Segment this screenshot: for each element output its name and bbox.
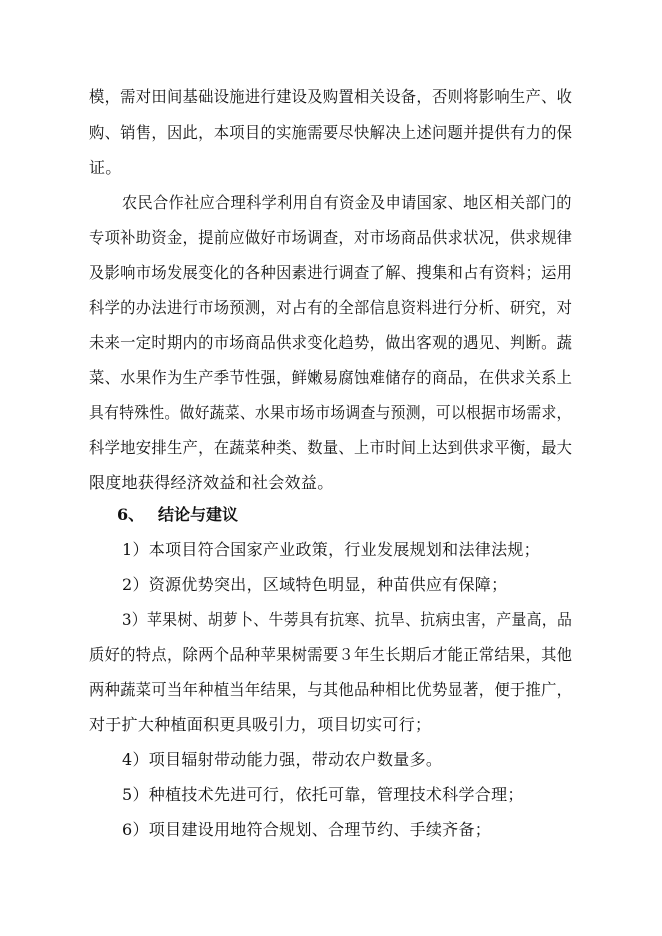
conclusion-item-5: 5）种植技术先进可行，依托可靠，管理技术科学合理； xyxy=(122,785,524,804)
market-line-1: 农民合作社应合理科学利用自有资金及申请国家、地区相关部门的 xyxy=(122,193,572,212)
market-line-8: 科学地安排生产，在蔬菜种类、数量、上市时间上达到供求平衡，最大 xyxy=(89,438,573,457)
section-number: 6、 xyxy=(117,505,145,524)
intro-line-2: 购、销售，因此，本项目的实施需要尽快解决上述问题并提供有力的保 xyxy=(89,123,573,142)
conclusion-item-3-line-1: 3）苹果树、胡萝卜、牛蒡具有抗寒、抗旱、抗病虫害，产量高，品 xyxy=(122,610,573,629)
conclusion-item-3-line-3: 两种蔬菜可当年种植当年结果，与其他品种相比优势显著，便于推广， xyxy=(89,680,573,699)
conclusion-item-3-line-2: 质好的特点，除两个品种苹果树需要３年生长期后才能正常结果，其他 xyxy=(89,645,573,664)
market-line-5: 未来一定时期内的市场商品供求变化趋势，做出客观的遇见、判断。蔬 xyxy=(89,333,573,352)
conclusion-item-1: 1）本项目符合国家产业政策，行业发展规划和法律法规； xyxy=(122,540,540,559)
market-line-7: 具有特殊性。做好蔬菜、水果市场市场调查与预测，可以根据市场需求， xyxy=(89,403,572,422)
market-line-4: 科学的办法进行市场预测，对占有的全部信息资料进行分析、研究，对 xyxy=(89,298,573,317)
market-line-9: 限度地获得经济效益和社会效益。 xyxy=(89,473,334,492)
market-line-6: 菜、水果作为生产季节性强，鲜嫩易腐蚀难储存的商品，在供求关系上 xyxy=(89,368,573,387)
market-line-2: 专项补助资金，提前应做好市场调查，对市场商品供求状况，供求规律 xyxy=(89,228,573,247)
intro-line-3: 证。 xyxy=(89,158,122,177)
conclusion-item-3-line-4: 对于扩大种植面积更具吸引力，项目切实可行； xyxy=(89,715,432,734)
section-title: 结论与建议 xyxy=(158,505,239,524)
market-line-3: 及影响市场发展变化的各种因素进行调查了解、搜集和占有资料；运用 xyxy=(89,263,573,282)
conclusion-item-4: 4）项目辐射带动能力强，带动农户数量多。 xyxy=(122,750,443,769)
conclusion-item-2: 2）资源优势突出，区域特色明显，种苗供应有保障； xyxy=(122,575,508,594)
conclusion-item-6: 6）项目建设用地符合规划、合理节约、手续齐备； xyxy=(122,820,492,839)
intro-line-1: 模，需对田间基础设施进行建设及购置相关设备，否则将影响生产、收 xyxy=(89,87,573,106)
